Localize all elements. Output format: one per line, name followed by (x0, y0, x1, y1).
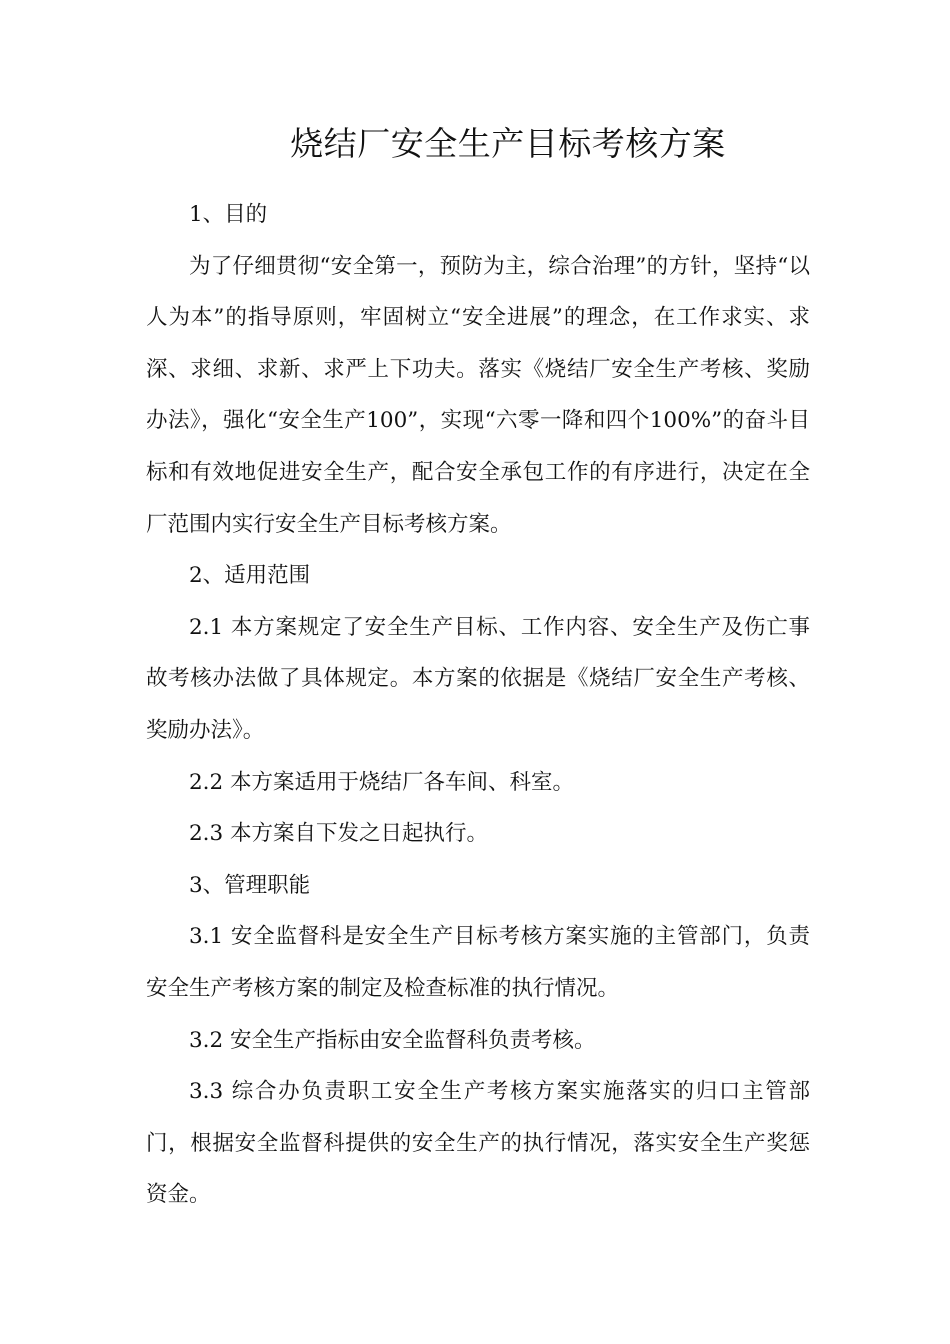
document-body (146, 189, 810, 1221)
paragraph-3-2: 3.2 安全生产指标由安全监督科负责考核。 (189, 1027, 596, 1053)
document-title: 烧结厂安全生产目标考核方案 (290, 124, 726, 163)
paragraph-2-1: 2.1 本方案规定了安全生产目标、工作内容、安全生产及伤亡事故考核办法做了具体规定。本方案的依据是《烧结厂安全生产考核、奖励办法》。 (146, 614, 810, 743)
paragraph-purpose: 为了仔细贯彻“安全第一，预防为主，综合治理”的方针，坚持“以人为本”的指导原则，牢固树立“安全进展”的理念，在工作求实、求深、求细、求新、求严上下功夫。落实《烧结厂安全生产考核、奖励办法》，强化“安全生产100”，实现“六零一降和四个100%”的奋斗目标和有效地促进安全生产，配合安全承包工作的有序进行，决定在全厂范围内实行安全生产目标考核方案。 (146, 253, 810, 537)
paragraph-3-3: 3.3 综合办负责职工安全生产考核方案实施落实的归口主管部门，根据安全监督科提供的安全生产的执行情况，落实安全生产奖惩资金。 (146, 1079, 810, 1208)
paragraph-3-1: 3.1 安全监督科是安全生产目标考核方案实施的主管部门，负责安全生产考核方案的制定及检查标准的执行情况。 (146, 924, 810, 1001)
section-heading-scope: 2、适用范围 (189, 563, 311, 589)
section-heading-purpose: 1、目的 (189, 202, 268, 227)
section-heading-management: 3、管理职能 (189, 872, 311, 898)
paragraph-2-2: 2.2 本方案适用于烧结厂各车间、科室。 (189, 769, 575, 795)
paragraph-2-3: 2.3 本方案自下发之日起执行。 (189, 821, 489, 847)
